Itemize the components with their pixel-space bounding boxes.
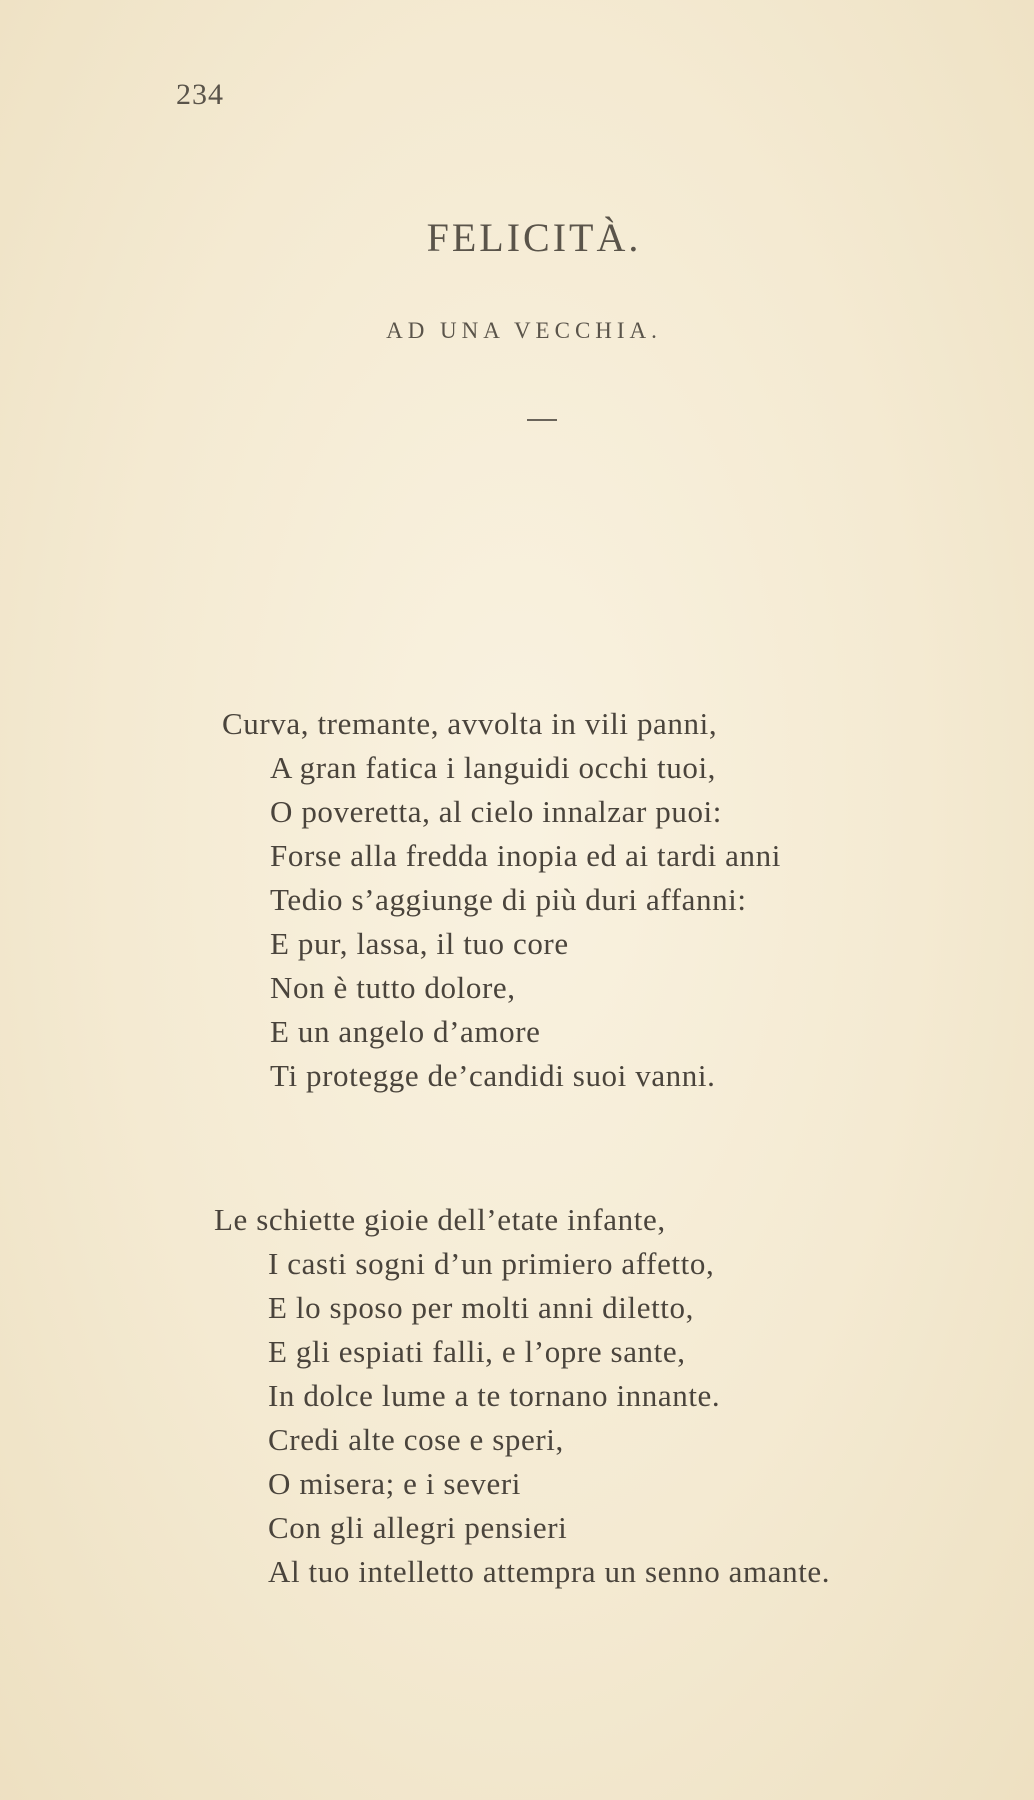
verse-line: In dolce lume a te tornano innante. xyxy=(268,1378,721,1413)
verse-line: Non è tutto dolore, xyxy=(270,970,516,1005)
verse-line: E lo sposo per molti anni diletto, xyxy=(268,1290,694,1325)
verse-line: I casti sogni d’un primiero affetto, xyxy=(268,1246,715,1281)
verse-line: A gran fatica i languidi occhi tuoi, xyxy=(270,750,717,785)
verse-line: E pur, lassa, il tuo core xyxy=(270,926,569,961)
poem-title: FELICITÀ. xyxy=(426,215,642,260)
verse-line: Ti protegge de’candidi suoi vanni. xyxy=(270,1058,716,1093)
verse-line: O poveretta, al cielo innalzar puoi: xyxy=(270,794,722,829)
verse-line: O misera; e i severi xyxy=(268,1466,522,1501)
verse-line: Curva, tremante, avvolta in vili panni, xyxy=(222,706,718,741)
verse-line: Forse alla fredda inopia ed ai tardi anni xyxy=(270,838,781,873)
page-number: 234 xyxy=(176,78,224,111)
verse-line: Credi alte cose e speri, xyxy=(268,1422,564,1457)
verse-line: Al tuo intelletto attempra un senno amante. xyxy=(268,1554,831,1589)
verse-line: E un angelo d’amore xyxy=(270,1014,541,1049)
verse-line: Con gli allegri pensieri xyxy=(268,1510,568,1545)
verse-line: Tedio s’aggiunge di più duri affanni: xyxy=(270,882,747,917)
poem-dedication: AD UNA VECCHIA. xyxy=(386,318,662,343)
verse-line: E gli espiati falli, e l’opre sante, xyxy=(268,1334,686,1369)
section-divider xyxy=(527,419,557,421)
verse-line: Le schiette gioie dell’etate infante, xyxy=(214,1202,666,1237)
